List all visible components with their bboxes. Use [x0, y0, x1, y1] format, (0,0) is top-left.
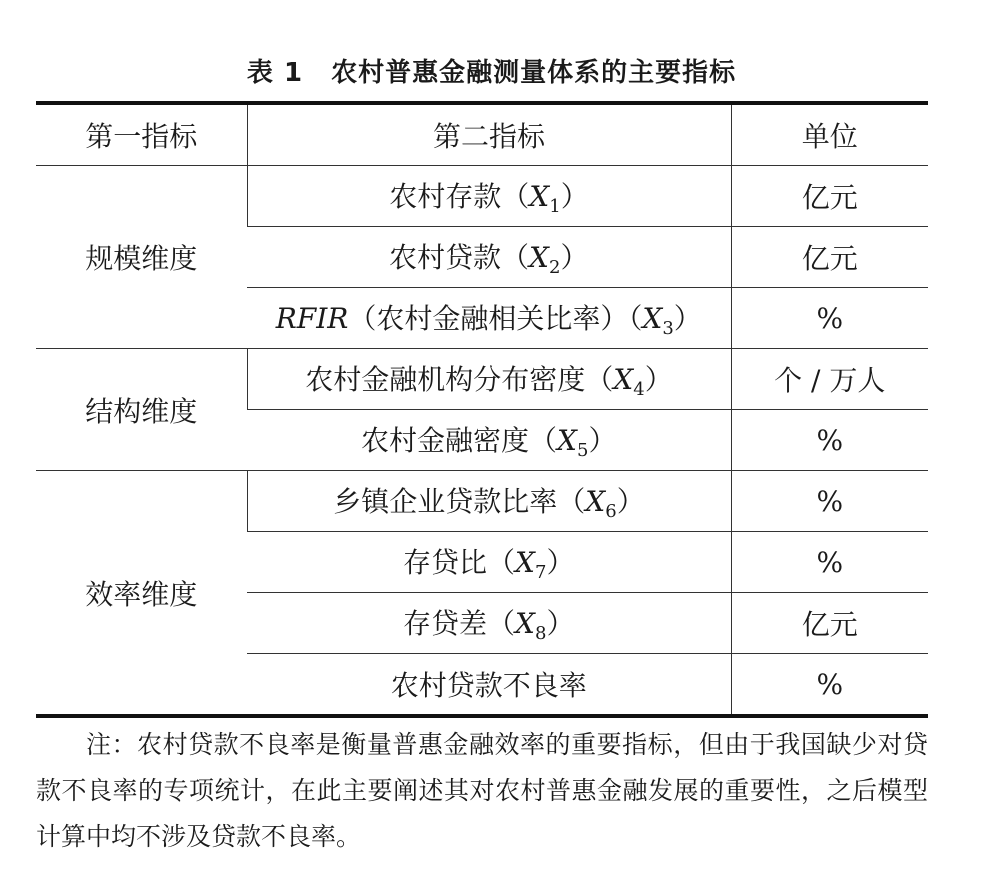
table-number: 表 1 — [246, 58, 304, 88]
indicator-abbrev: RFIR — [275, 302, 349, 335]
indicator-variable: X — [529, 180, 550, 213]
table-row — [36, 471, 928, 532]
indicator-subscript: 6 — [605, 501, 617, 522]
first-indicator-cell: 规模维度 — [36, 166, 247, 349]
unit-cell: 个 / 万人 — [731, 349, 928, 410]
indicator-label: 农村金融密度（ — [361, 424, 558, 457]
indicator-label: 农村贷款不良率 — [390, 669, 587, 702]
unit-cell: % — [731, 532, 928, 593]
indicator-variable: X — [642, 302, 663, 335]
unit-cell: 亿元 — [731, 227, 928, 288]
indicator-variable: X — [585, 485, 606, 518]
indicator-close: ） — [616, 485, 645, 518]
indicator-label: （农村金融相关比率）（ — [348, 302, 643, 335]
first-indicator-cell: 效率维度 — [36, 471, 247, 717]
second-indicator-cell — [247, 227, 731, 288]
unit-cell: % — [731, 288, 928, 349]
indicator-variable: X — [515, 546, 535, 579]
indicator-close: ） — [560, 180, 589, 213]
second-indicator-cell — [247, 471, 731, 532]
second-indicator-cell — [247, 349, 731, 410]
indicator-label: 农村金融机构分布密度（ — [305, 363, 614, 396]
unit-cell: % — [731, 410, 928, 471]
indicator-variable: X — [613, 363, 634, 396]
unit-cell: 亿元 — [731, 166, 928, 227]
indicator-variable: X — [529, 241, 549, 274]
indicator-subscript: 4 — [633, 379, 645, 400]
indicator-variable: X — [557, 424, 577, 457]
indicator-subscript: 8 — [534, 623, 547, 644]
indicator-label: 农村存款（ — [389, 180, 530, 213]
second-indicator-cell — [247, 654, 731, 717]
second-indicator-cell — [247, 166, 731, 227]
second-indicator-cell — [247, 410, 731, 471]
indicator-subscript: 1 — [549, 196, 561, 217]
indicator-table — [36, 101, 928, 718]
first-indicator-cell: 结构维度 — [36, 349, 247, 471]
table-row — [36, 349, 928, 410]
table-title — [0, 52, 983, 89]
table-header-row — [36, 103, 928, 166]
indicator-variable: X — [515, 607, 535, 640]
table-body — [36, 166, 928, 717]
indicator-close: ） — [546, 607, 575, 640]
indicator-subscript: 7 — [534, 562, 547, 583]
header-first-indicator: 第一指标 — [36, 103, 247, 166]
indicator-subscript: 2 — [548, 257, 561, 278]
indicator-close: ） — [560, 241, 589, 274]
indicator-close: ） — [644, 363, 673, 396]
indicator-close: ） — [588, 424, 617, 457]
second-indicator-cell — [247, 288, 731, 349]
indicator-subscript: 5 — [576, 440, 589, 461]
indicator-label: 农村贷款（ — [389, 241, 530, 274]
indicator-close: ） — [673, 302, 702, 335]
unit-cell: 亿元 — [731, 593, 928, 654]
indicator-label: 乡镇企业贷款比率（ — [333, 485, 586, 518]
second-indicator-cell — [247, 593, 731, 654]
indicator-subscript: 3 — [662, 318, 674, 339]
table-note: 注：农村贷款不良率是衡量普惠金融效率的重要指标，但由于我国缺少对贷款不良率的专项统计，在此主要阐述其对农村普惠金融发展的重要性，之后模型计算中均不涉及贷款不良率。 — [36, 730, 928, 851]
unit-cell: % — [731, 654, 928, 717]
indicator-close: ） — [546, 546, 575, 579]
header-unit: 单位 — [731, 103, 928, 166]
table-row — [36, 166, 928, 227]
unit-cell: % — [731, 471, 928, 532]
second-indicator-cell — [247, 532, 731, 593]
indicator-label: 存贷比（ — [403, 546, 516, 579]
table-title-text: 农村普惠金融测量体系的主要指标 — [331, 58, 737, 88]
header-second-indicator: 第二指标 — [247, 103, 731, 166]
indicator-label: 存贷差（ — [403, 607, 516, 640]
